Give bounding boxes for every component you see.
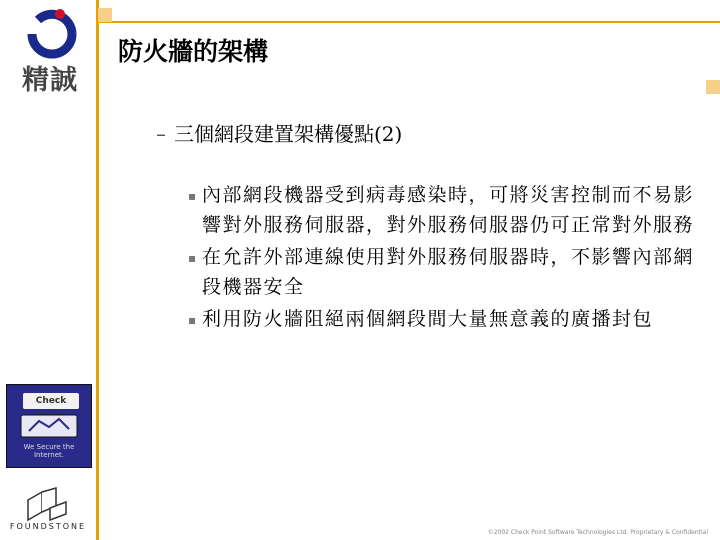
list-item-text: 內部網段機器受到病毒感染時，可將災害控制而不易影響對外服務伺服器，對外服務伺服器仍可正常對外服務	[202, 184, 695, 236]
foundstone-icon	[22, 486, 72, 522]
bullet-icon: ▪	[188, 189, 198, 203]
bullet-list	[186, 180, 696, 336]
checkpoint-logo	[6, 384, 92, 468]
bullet-icon: ▪	[188, 251, 198, 265]
foundstone-logo-text: FOUNDSTONE	[9, 522, 87, 531]
page-title: 防火牆的架構	[118, 37, 269, 66]
list-item-text: 利用防火牆阻絕兩個網段間大量無意義的廣播封包	[202, 308, 654, 330]
checkpoint-tagline: We Secure the Internet.	[23, 443, 75, 459]
corner-decoration	[98, 8, 112, 22]
list-item-text: 在允許外部連線使用對外服務伺服器時，不影響內部網段機器安全	[202, 246, 695, 298]
list-item	[186, 242, 696, 302]
company-logo-text: 精誠	[22, 65, 78, 96]
list-item	[186, 180, 696, 240]
list-item	[186, 304, 696, 334]
sidebar-divider	[96, 0, 99, 540]
sidebar	[0, 0, 96, 540]
monitor-icon	[19, 413, 79, 441]
corner-decoration	[706, 80, 720, 94]
bullet-icon: ▪	[188, 313, 198, 327]
section-heading-text: 三個網段建置架構優點(2)	[174, 122, 403, 146]
dash-marker: –	[156, 122, 166, 146]
checkpoint-brand: Check	[23, 393, 79, 409]
section-heading	[156, 118, 402, 147]
header-divider	[99, 21, 720, 23]
footer-copyright: ©2002 Check Point Software Technologies Ltd. Proprietary & Confidential	[487, 529, 708, 536]
